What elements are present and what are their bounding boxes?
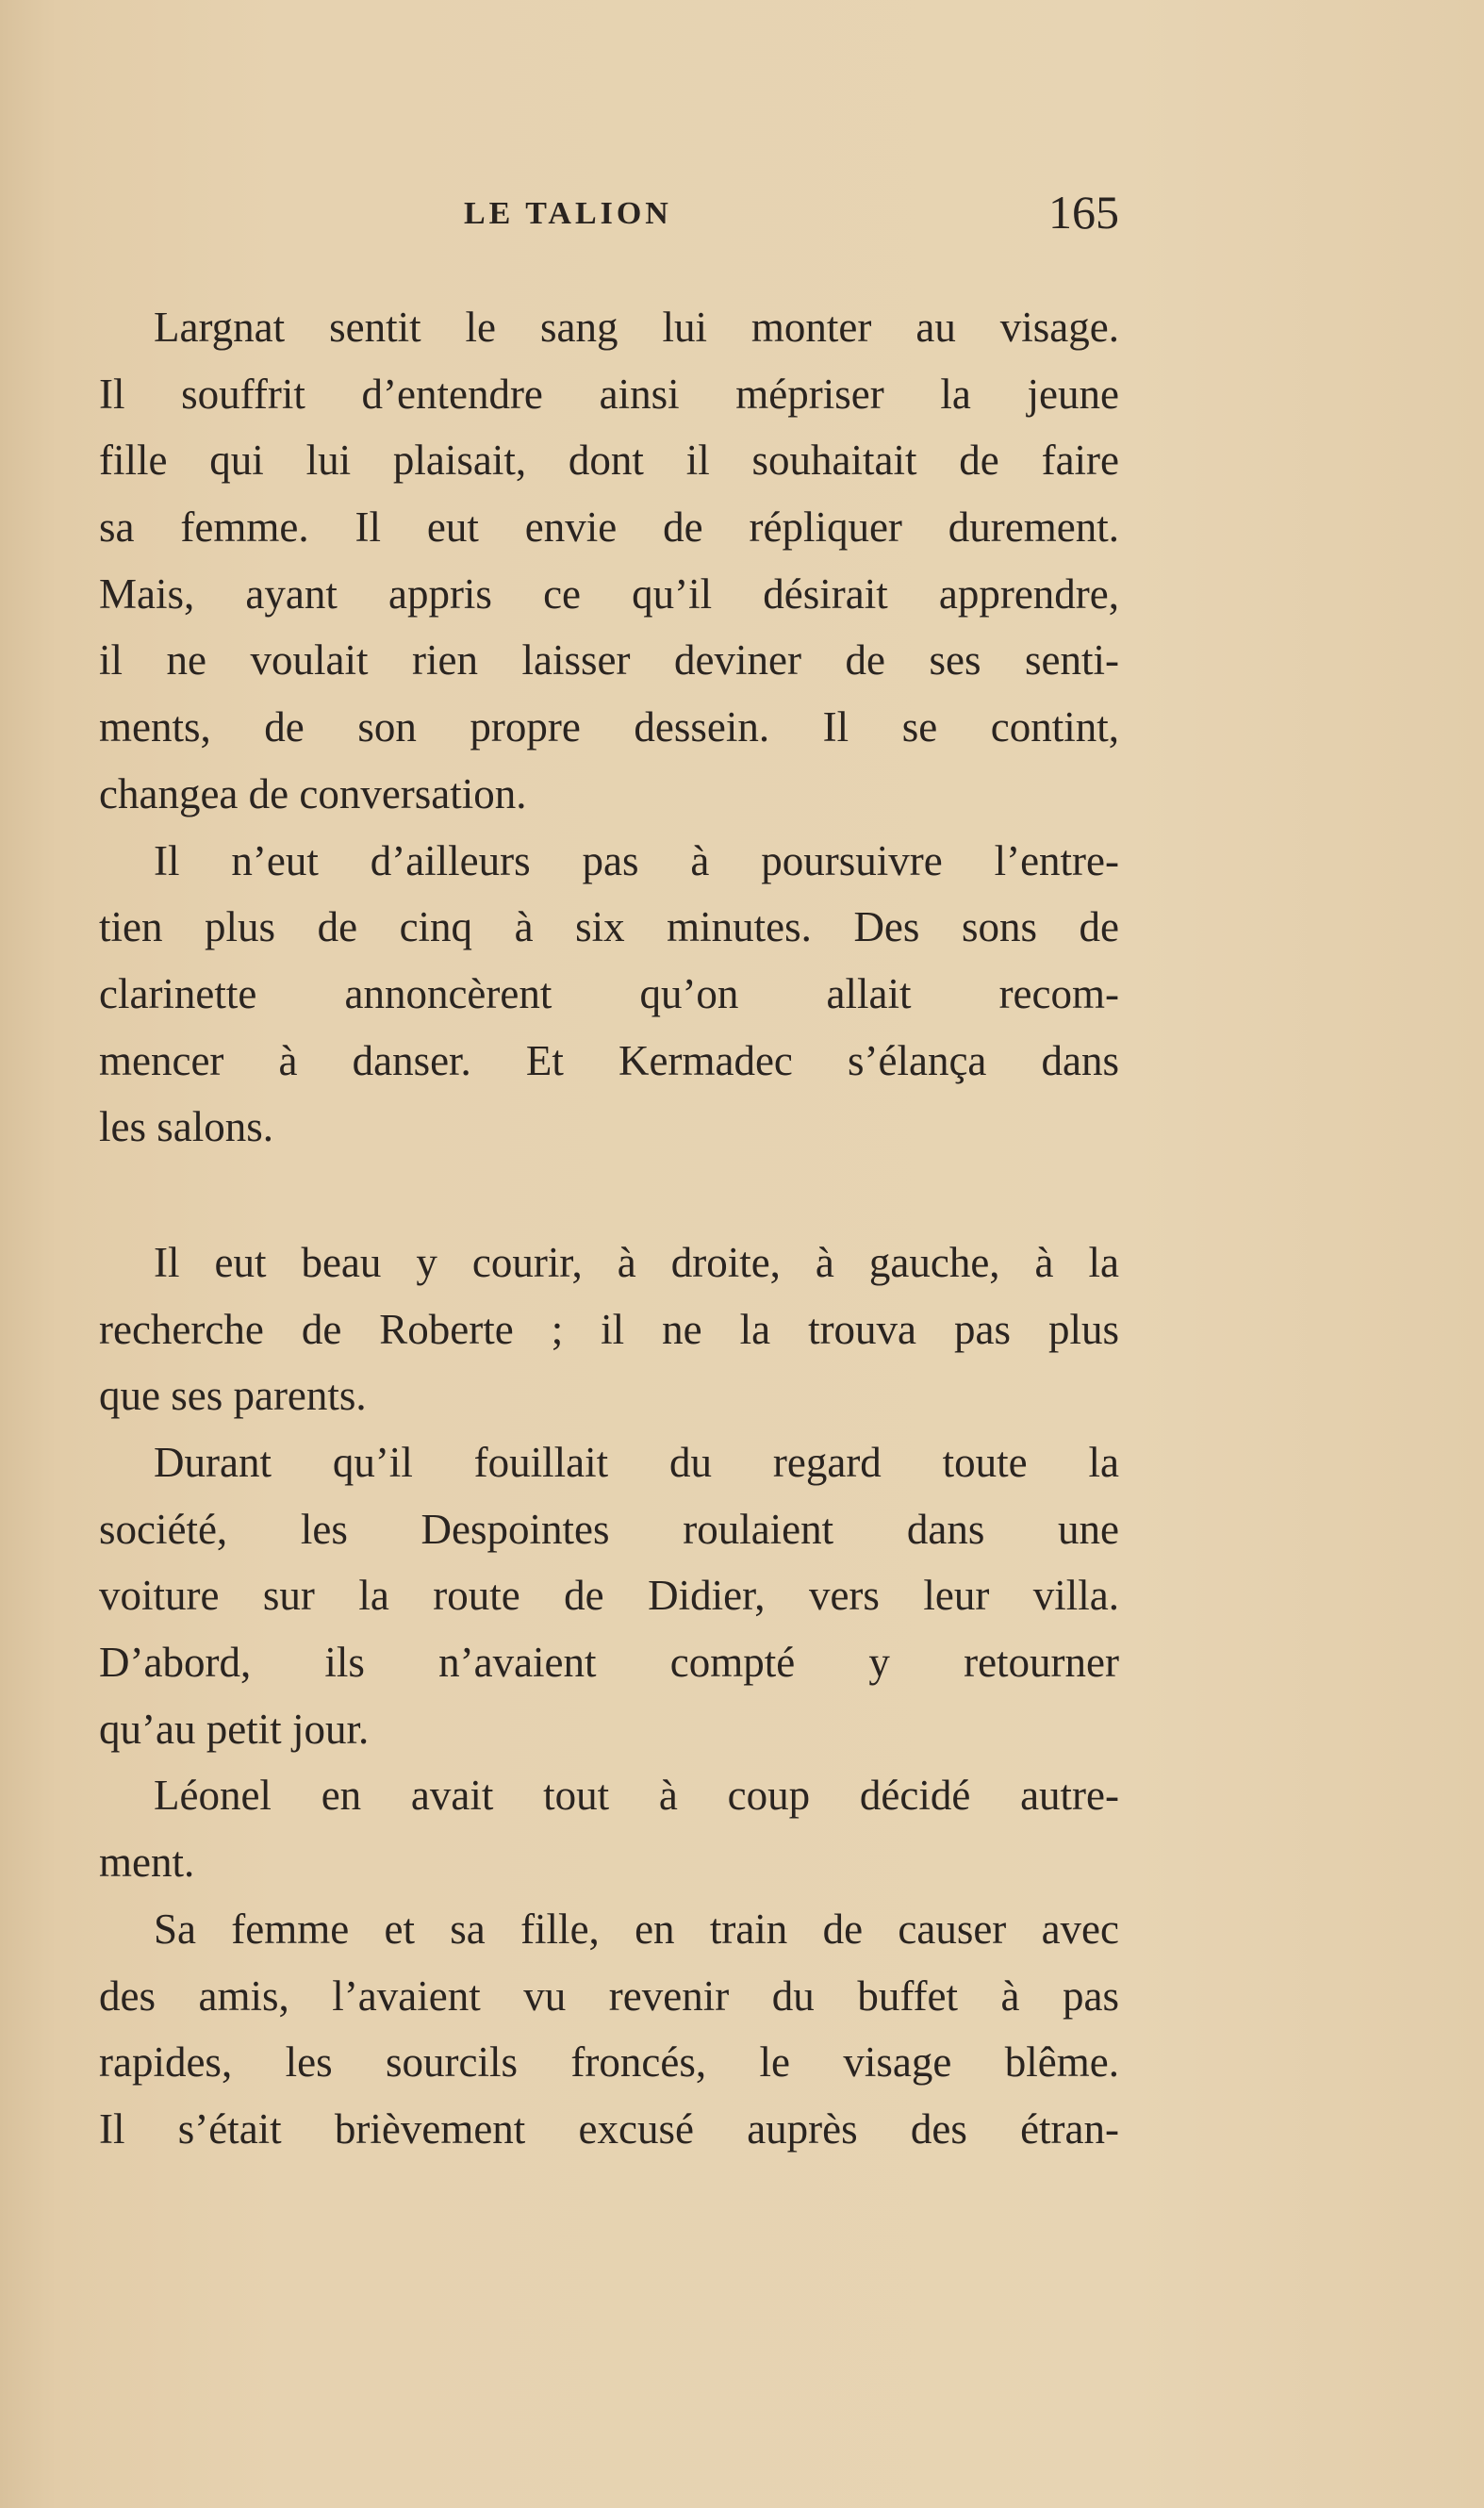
- text-line: fille qui lui plaisait, dont il souhaitait de faire: [99, 437, 1119, 485]
- text-line: recherche de Roberte ; il ne la trouva pas plus: [99, 1305, 1119, 1353]
- text-line: D’abord, ils n’avaient compté y retourner: [99, 1639, 1119, 1687]
- text-line: mencer à danser. Et Kermadec s’élança dans: [99, 1036, 1119, 1084]
- text-line: les salons.: [99, 1103, 273, 1151]
- text-line: société, les Despointes roulaient dans une: [99, 1505, 1119, 1553]
- text-line: que ses parents.: [99, 1372, 367, 1420]
- text-line: Il eut beau y courir, à droite, à gauche, à la: [154, 1238, 1119, 1286]
- paragraph: [99, 1229, 1119, 1429]
- body-text: [99, 294, 1119, 2163]
- text-line: Il souffrit d’entendre ainsi mépriser la jeune: [99, 370, 1119, 418]
- text-line: il ne voulait rien laisser deviner de ses senti-: [99, 636, 1119, 685]
- text-line: qu’au petit jour.: [99, 1705, 370, 1753]
- text-line: changea de conversation.: [99, 769, 527, 817]
- text-line: ments, de son propre dessein. Il se contint,: [99, 703, 1119, 751]
- section: [99, 1229, 1119, 2163]
- paragraph: [99, 1429, 1119, 1762]
- paragraph: [99, 294, 1119, 828]
- paragraph: [99, 1896, 1119, 2163]
- text-line: rapides, les sourcils froncés, le visage blême.: [99, 2038, 1119, 2087]
- text-line: Il n’eut d’ailleurs pas à poursuivre l’entre-: [154, 836, 1119, 884]
- text-line: Mais, ayant appris ce qu’il désirait apprendre,: [99, 569, 1119, 618]
- page-number: 165: [1048, 186, 1119, 239]
- text-line: clarinette annoncèrent qu’on allait recom-: [99, 969, 1119, 1017]
- running-head: [99, 185, 1119, 241]
- text-line: Léonel en avait tout à coup décidé autre-: [154, 1772, 1119, 1820]
- text-line: tien plus de cinq à six minutes. Des sons de: [99, 903, 1119, 951]
- paragraph: [99, 1762, 1119, 1895]
- text-line: voiture sur la route de Didier, vers leur villa.: [99, 1572, 1119, 1620]
- section: [99, 294, 1119, 1161]
- text-line: Largnat sentit le sang lui monter au visage.: [154, 304, 1119, 351]
- text-line: Il s’était brièvement excusé auprès des étran-: [99, 2104, 1119, 2153]
- text-line: sa femme. Il eut envie de répliquer durement.: [99, 503, 1119, 552]
- text-line: Durant qu’il fouillait du regard toute la: [154, 1439, 1119, 1486]
- text-line: ment.: [99, 1839, 195, 1887]
- paragraph: [99, 828, 1119, 1161]
- text-line: Sa femme et sa fille, en train de causer avec: [154, 1905, 1119, 1953]
- running-title: LE TALION: [464, 196, 672, 231]
- text-line: des amis, l’avaient vu revenir du buffet à pas: [99, 1972, 1119, 2020]
